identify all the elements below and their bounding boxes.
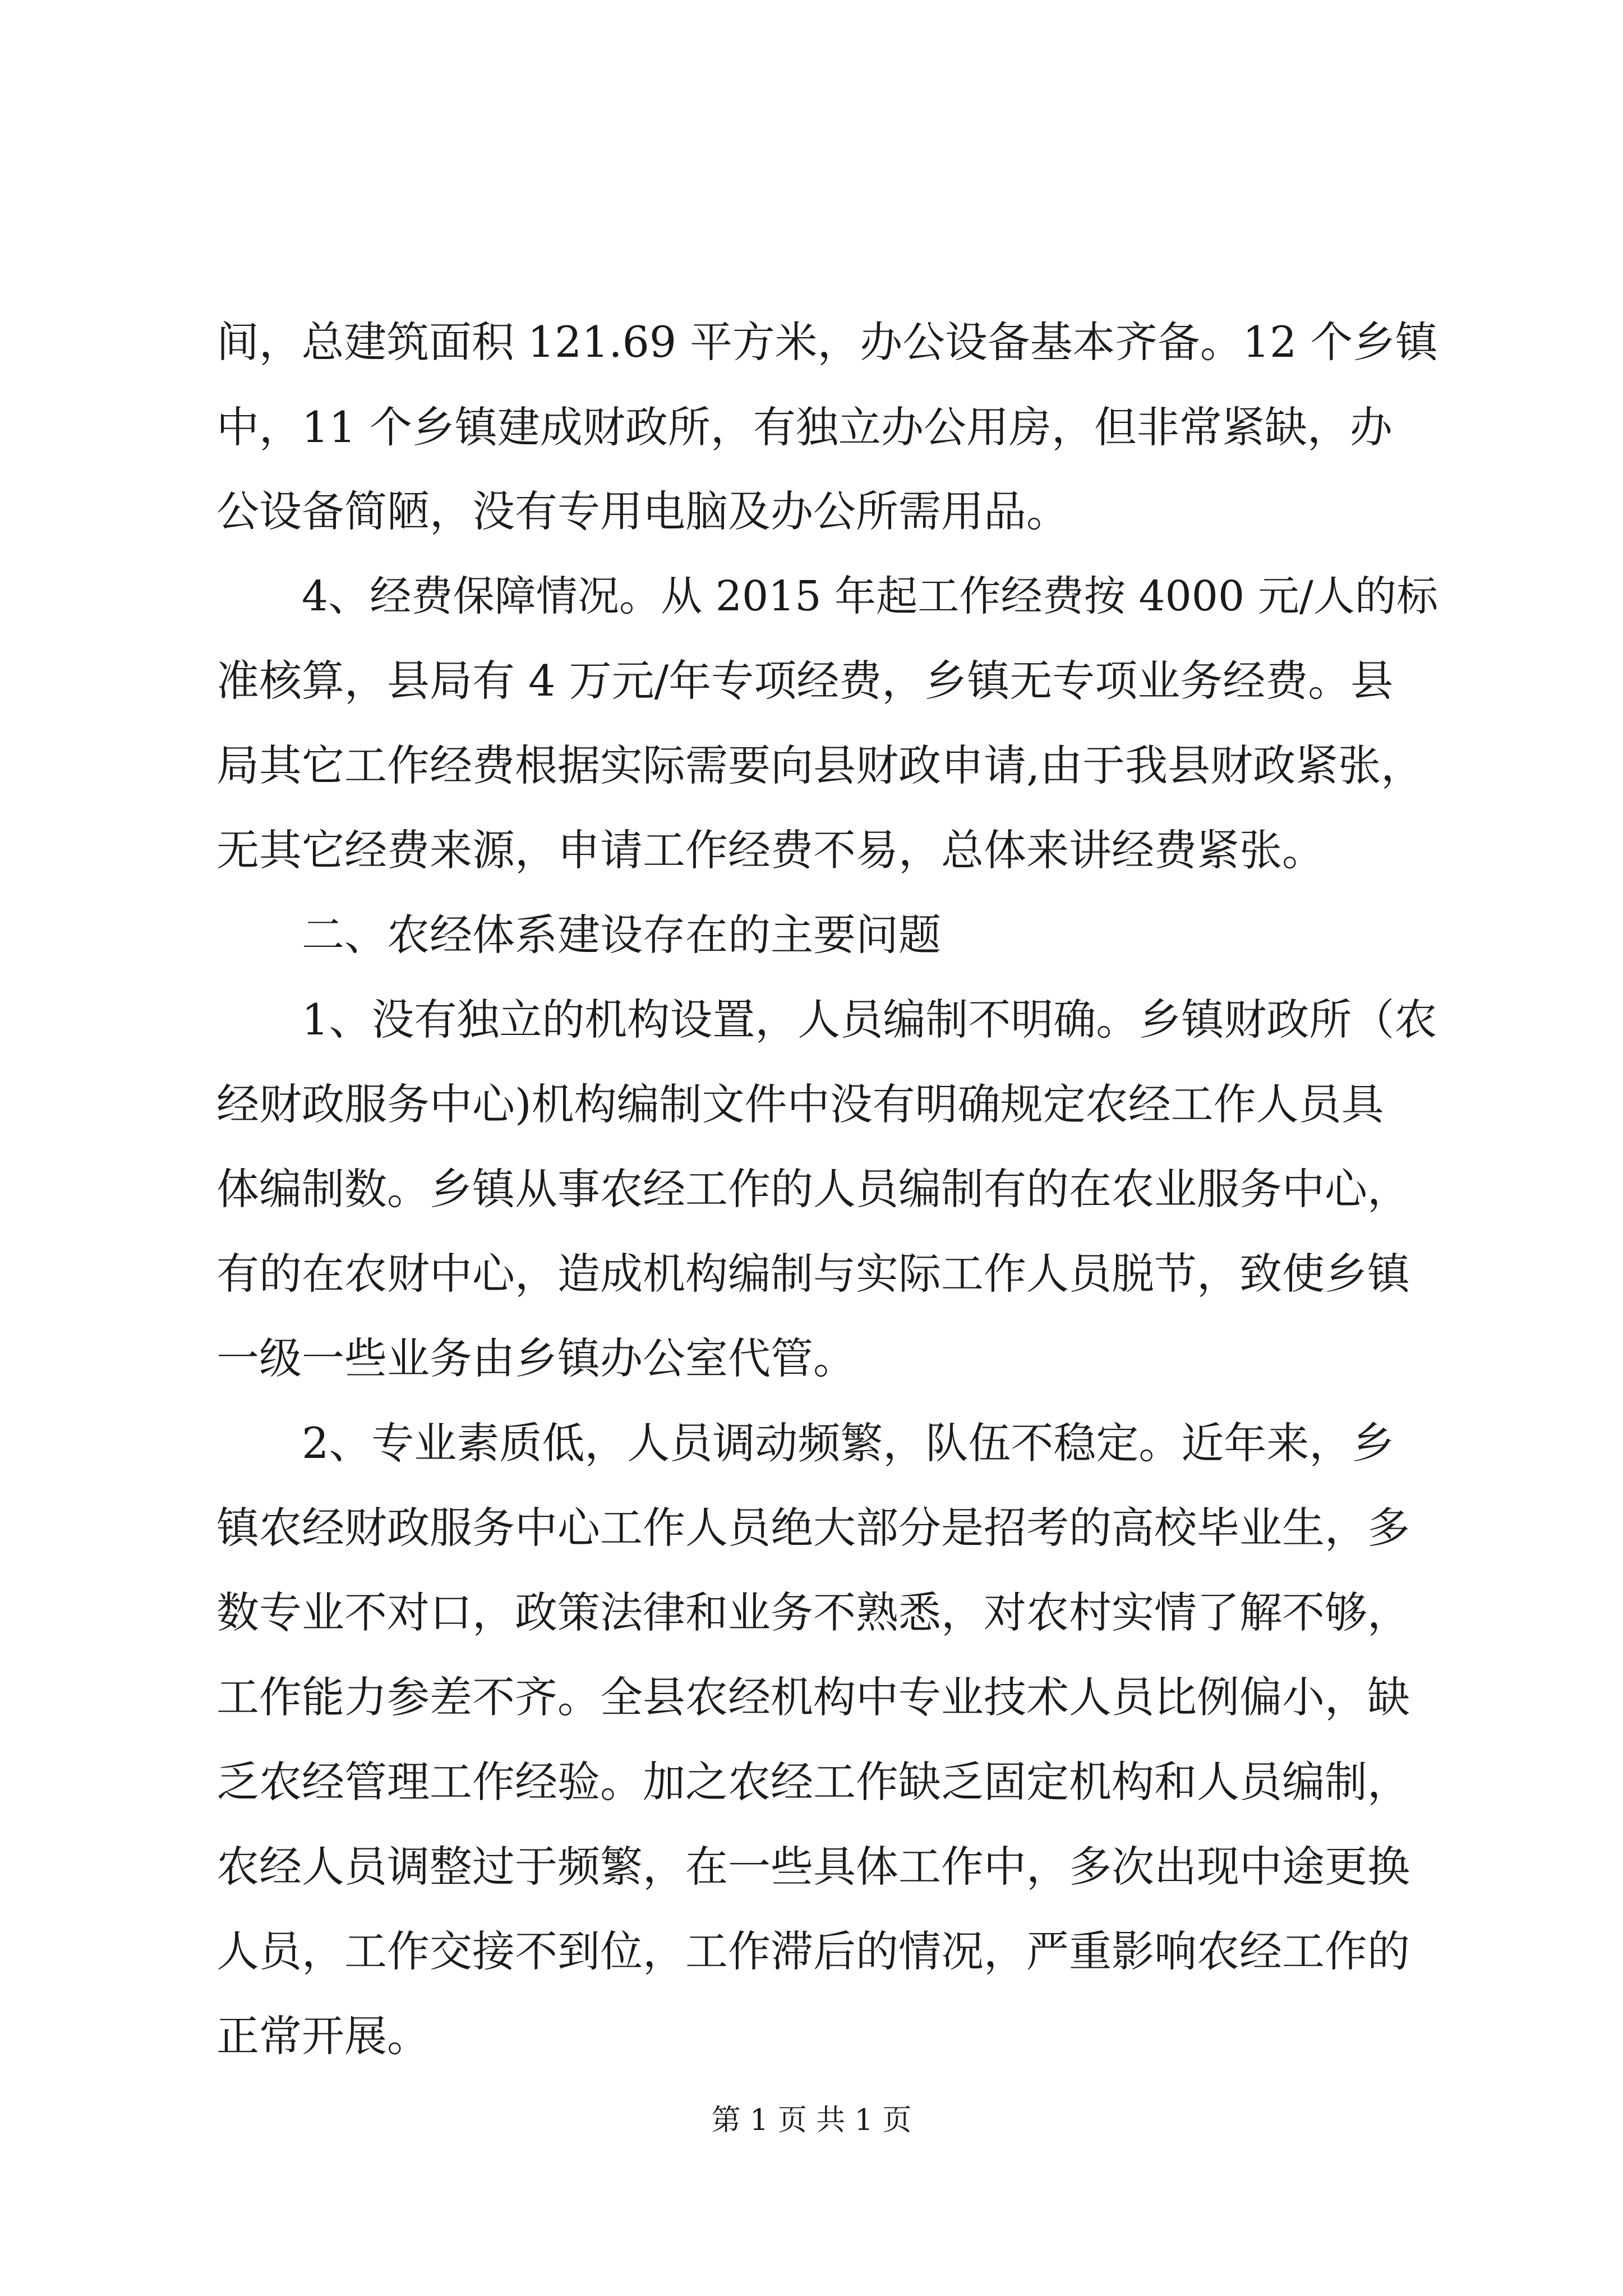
text-line-7: 无其它经费来源，申请工作经费不易，总体来讲经费紧张。 [216, 825, 1325, 875]
text-line-11: 体编制数。乡镇从事农经工作的人员编制有的在农业服务中心， [216, 1164, 1410, 1214]
text-line-13: 一级一些业务由乡镇办公室代管。 [216, 1333, 856, 1383]
text-line-18: 乏农经管理工作经验。加之农经工作缺乏固定机构和人员编制， [216, 1757, 1410, 1807]
paragraph-2-first-line: 2、专业素质低，人员调动频繁，队伍不稳定。近年来，乡 [302, 1418, 1395, 1468]
text-line-15: 镇农经财政服务中心工作人员绝大部分是招考的高校毕业生，多 [216, 1503, 1410, 1553]
paragraph-4-first-line: 4、经费保障情况。从 2015 年起工作经费按 4000 元/人的标 [302, 572, 1438, 620]
text-line-10: 经财政服务中心)机构编制文件中没有明确规定农经工作人员具 [216, 1079, 1384, 1129]
text-line-3: 公设备简陋，没有专用电脑及办公所需用品。 [216, 486, 1069, 536]
text-line-12: 有的在农财中心，造成机构编制与实际工作人员脱节，致使乡镇 [216, 1249, 1410, 1299]
paragraph-1-first-line: 1、没有独立的机构设置，人员编制不明确。乡镇财政所（农 [302, 995, 1437, 1045]
text-line-21: 正常开展。 [216, 2011, 430, 2061]
text-line-5: 准核算，县局有 4 万元/年专项经费，乡镇无专项业务经费。县 [216, 656, 1394, 706]
text-line-16: 数专业不对口，政策法律和业务不熟悉，对农村实情了解不够， [216, 1588, 1410, 1637]
text-line-19: 农经人员调整过于频繁，在一些具体工作中，多次出现中途更换 [216, 1842, 1410, 1892]
text-line-6: 局其它工作经费根据实际需要向县财政申请,由于我县财政紧张， [216, 740, 1424, 790]
section-heading: 二、农经体系建设存在的主要问题 [302, 910, 941, 960]
text-line-2: 中，11 个乡镇建成财政所，有独立办公用房，但非常紧缺，办 [216, 402, 1393, 452]
text-line-17: 工作能力参差不齐。全县农经机构中专业技术人员比例偏小，缺 [216, 1672, 1410, 1722]
text-line-20: 人员，工作交接不到位，工作滞后的情况，严重影响农经工作的 [216, 1926, 1410, 1976]
page-number-footer: 第 1 页 共 1 页 [711, 2104, 912, 2137]
text-line-1: 间，总建筑面积 121.69 平方米，办公设备基本齐备。12 个乡镇 [216, 318, 1438, 367]
